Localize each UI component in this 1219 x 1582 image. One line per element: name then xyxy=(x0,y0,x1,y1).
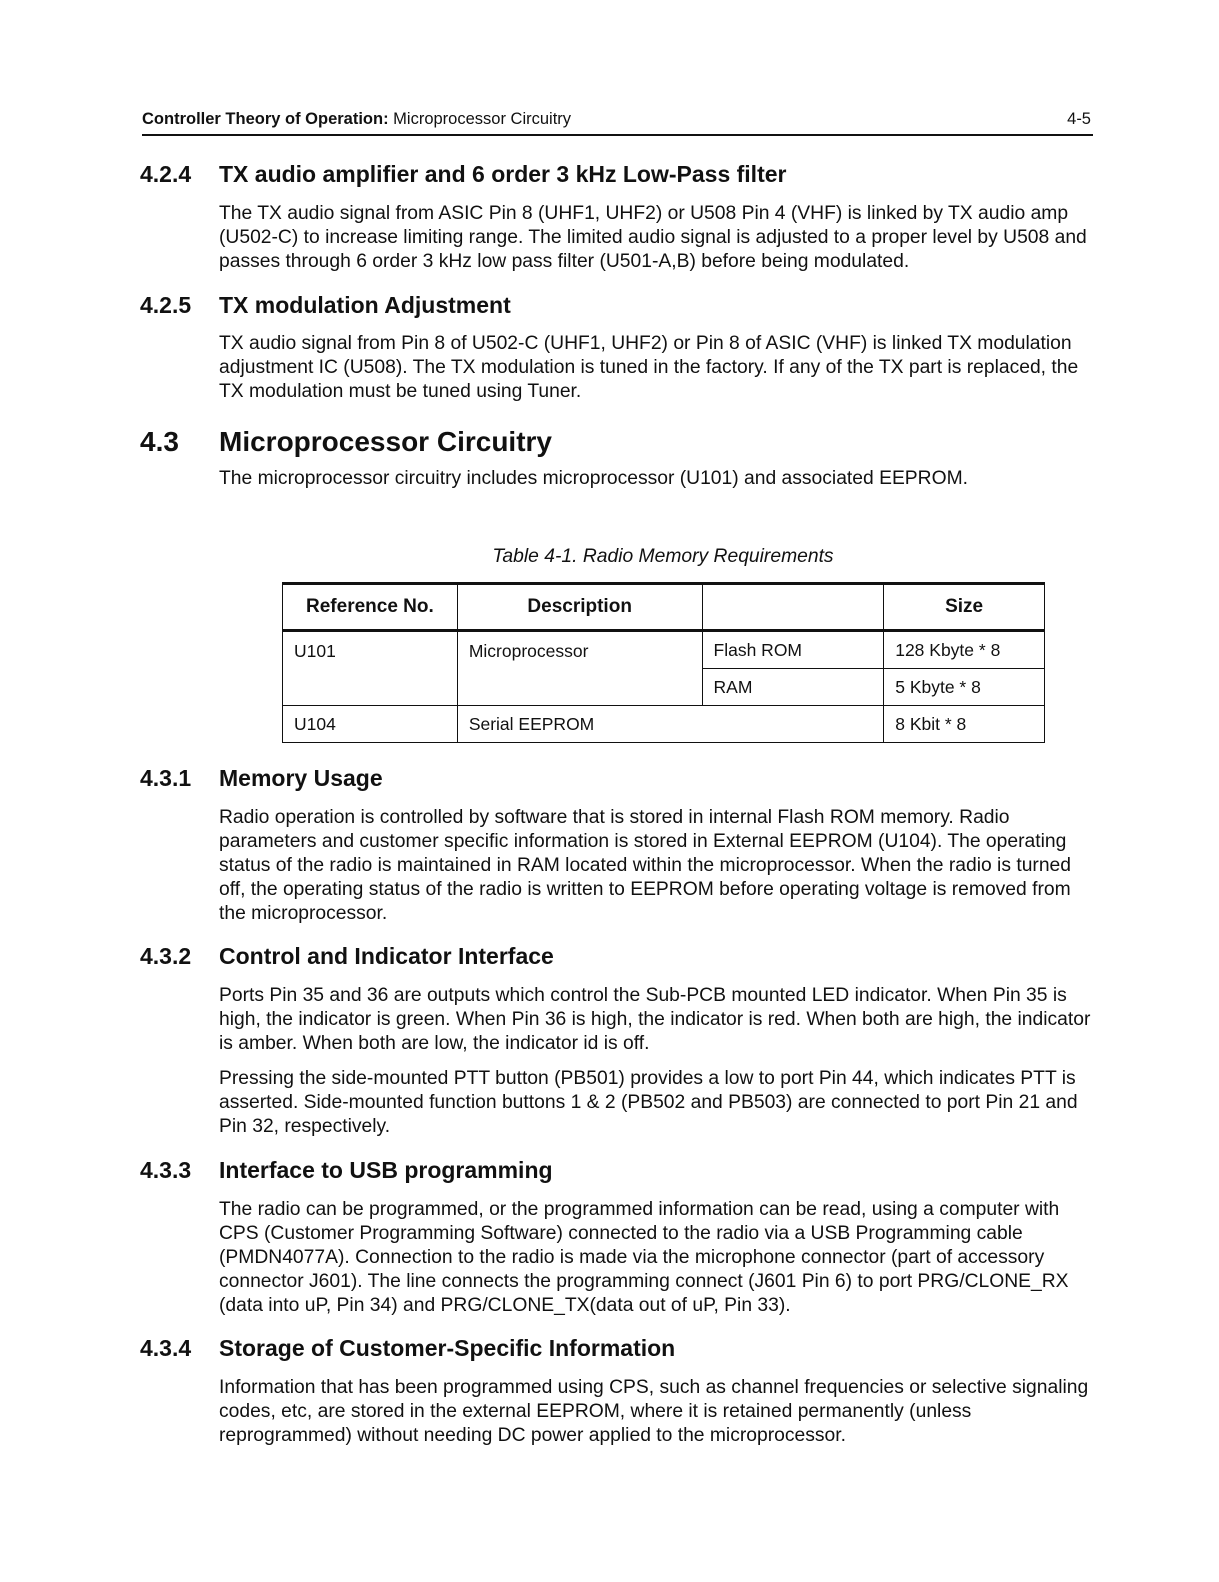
table-cell: RAM xyxy=(702,669,884,706)
section-number: 4.3 xyxy=(140,426,179,457)
section-title: Microprocessor Circuitry xyxy=(219,426,552,457)
table-row xyxy=(283,631,1045,669)
table-row xyxy=(283,706,1045,743)
section-number: 4.2.4 xyxy=(140,161,192,187)
paragraph: The TX audio signal from ASIC Pin 8 (UHF1, UHF2) or U508 Pin 4 (VHF) is linked by TX audio amp (U502-C) to increase limiting range. The limited audio signal is adjusted to a proper level by U508 and passes through 6 order 3 kHz low pass filter (U501-A,B) before being modulated. xyxy=(219,203,1087,272)
header-chapter: Controller Theory of Operation: xyxy=(142,110,389,128)
paragraph: Pressing the side-mounted PTT button (PB501) provides a low to port Pin 44, which indicates PTT is asserted. Side-mounted function buttons 1 & 2 (PB502 and PB503) are connected to port Pin 21 and Pin 32, respectively. xyxy=(219,1068,1078,1137)
header-section: Microprocessor Circuitry xyxy=(388,110,572,128)
paragraph: TX audio signal from Pin 8 of U502-C (UHF1, UHF2) or Pin 8 of ASIC (VHF) is linked TX modulation adjustment IC (U508). The TX modulation is tuned in the factory. If any of the TX part is replaced, the TX modulation must be tuned using Tuner. xyxy=(219,333,1079,402)
table-cell: 128 Kbyte * 8 xyxy=(884,631,1045,669)
section-number: 4.3.4 xyxy=(140,1335,192,1361)
section-title: Control and Indicator Interface xyxy=(219,943,554,969)
section-title: TX audio amplifier and 6 order 3 kHz Low-Pass filter xyxy=(219,161,787,187)
column-header xyxy=(702,584,884,631)
section-title: Storage of Customer-Specific Information xyxy=(219,1335,676,1361)
column-header: Reference No. xyxy=(283,584,458,631)
paragraph: Radio operation is controlled by software that is stored in internal Flash ROM memory. Radio parameters and customer specific information is stored in External EEPROM (U104). The operating status of the radio is maintained in RAM located within the microprocessor. When the radio is turned off, the operating status of the radio is written to EEPROM before operating voltage is removed from the microprocessor. xyxy=(219,807,1072,924)
table-cell: 5 Kbyte * 8 xyxy=(884,669,1045,706)
memory-requirements-table xyxy=(282,582,1045,743)
paragraph: The radio can be programmed, or the programmed information can be read, using a computer with CPS (Customer Programming Software) connected to the radio via a USB Programming cable (PMDN4077A). Connection to the radio is made via the microphone connector (part of accessory connector J601). The line connects the programming connect (J601 Pin 6) to port PRG/CLONE_RX (data into uP, Pin 34) and PRG/CLONE_TX(data out of uP, Pin 33). xyxy=(219,1199,1069,1316)
section-title: TX modulation Adjustment xyxy=(219,292,511,318)
table-cell: U101 xyxy=(283,631,458,706)
column-header: Size xyxy=(884,584,1045,631)
section-number: 4.3.3 xyxy=(140,1157,192,1183)
header-title xyxy=(142,110,571,129)
paragraph: Ports Pin 35 and 36 are outputs which control the Sub-PCB mounted LED indicator. When Pin 35 is high, the indicator is green. When Pin 36 is high, the indicator is red. When both are high, the indicator is amber. When both are low, the indicator id is off. xyxy=(219,985,1091,1054)
section-title: Interface to USB programming xyxy=(219,1157,553,1183)
table-cell: Flash ROM xyxy=(702,631,884,669)
section-number: 4.2.5 xyxy=(140,292,192,318)
section-number: 4.3.1 xyxy=(140,765,192,791)
section-number: 4.3.2 xyxy=(140,943,192,969)
table-header-row xyxy=(283,584,1045,631)
page-number: 4-5 xyxy=(1067,110,1091,128)
table-cell: Serial EEPROM xyxy=(457,706,883,743)
column-header: Description xyxy=(457,584,702,631)
table-cell: U104 xyxy=(283,706,458,743)
page-header xyxy=(142,108,1093,136)
table-cell: Microprocessor xyxy=(457,631,702,706)
paragraph: Information that has been programmed using CPS, such as channel frequencies or selective signaling codes, etc, are stored in the external EEPROM, where it is retained permanently (unless reprogrammed) without needing DC power applied to the microprocessor. xyxy=(219,1377,1089,1446)
table-cell: 8 Kbit * 8 xyxy=(884,706,1045,743)
section-title: Memory Usage xyxy=(219,765,383,791)
table-caption: Table 4-1. Radio Memory Requirements xyxy=(492,546,834,567)
paragraph: The microprocessor circuitry includes microprocessor (U101) and associated EEPROM. xyxy=(219,468,969,489)
